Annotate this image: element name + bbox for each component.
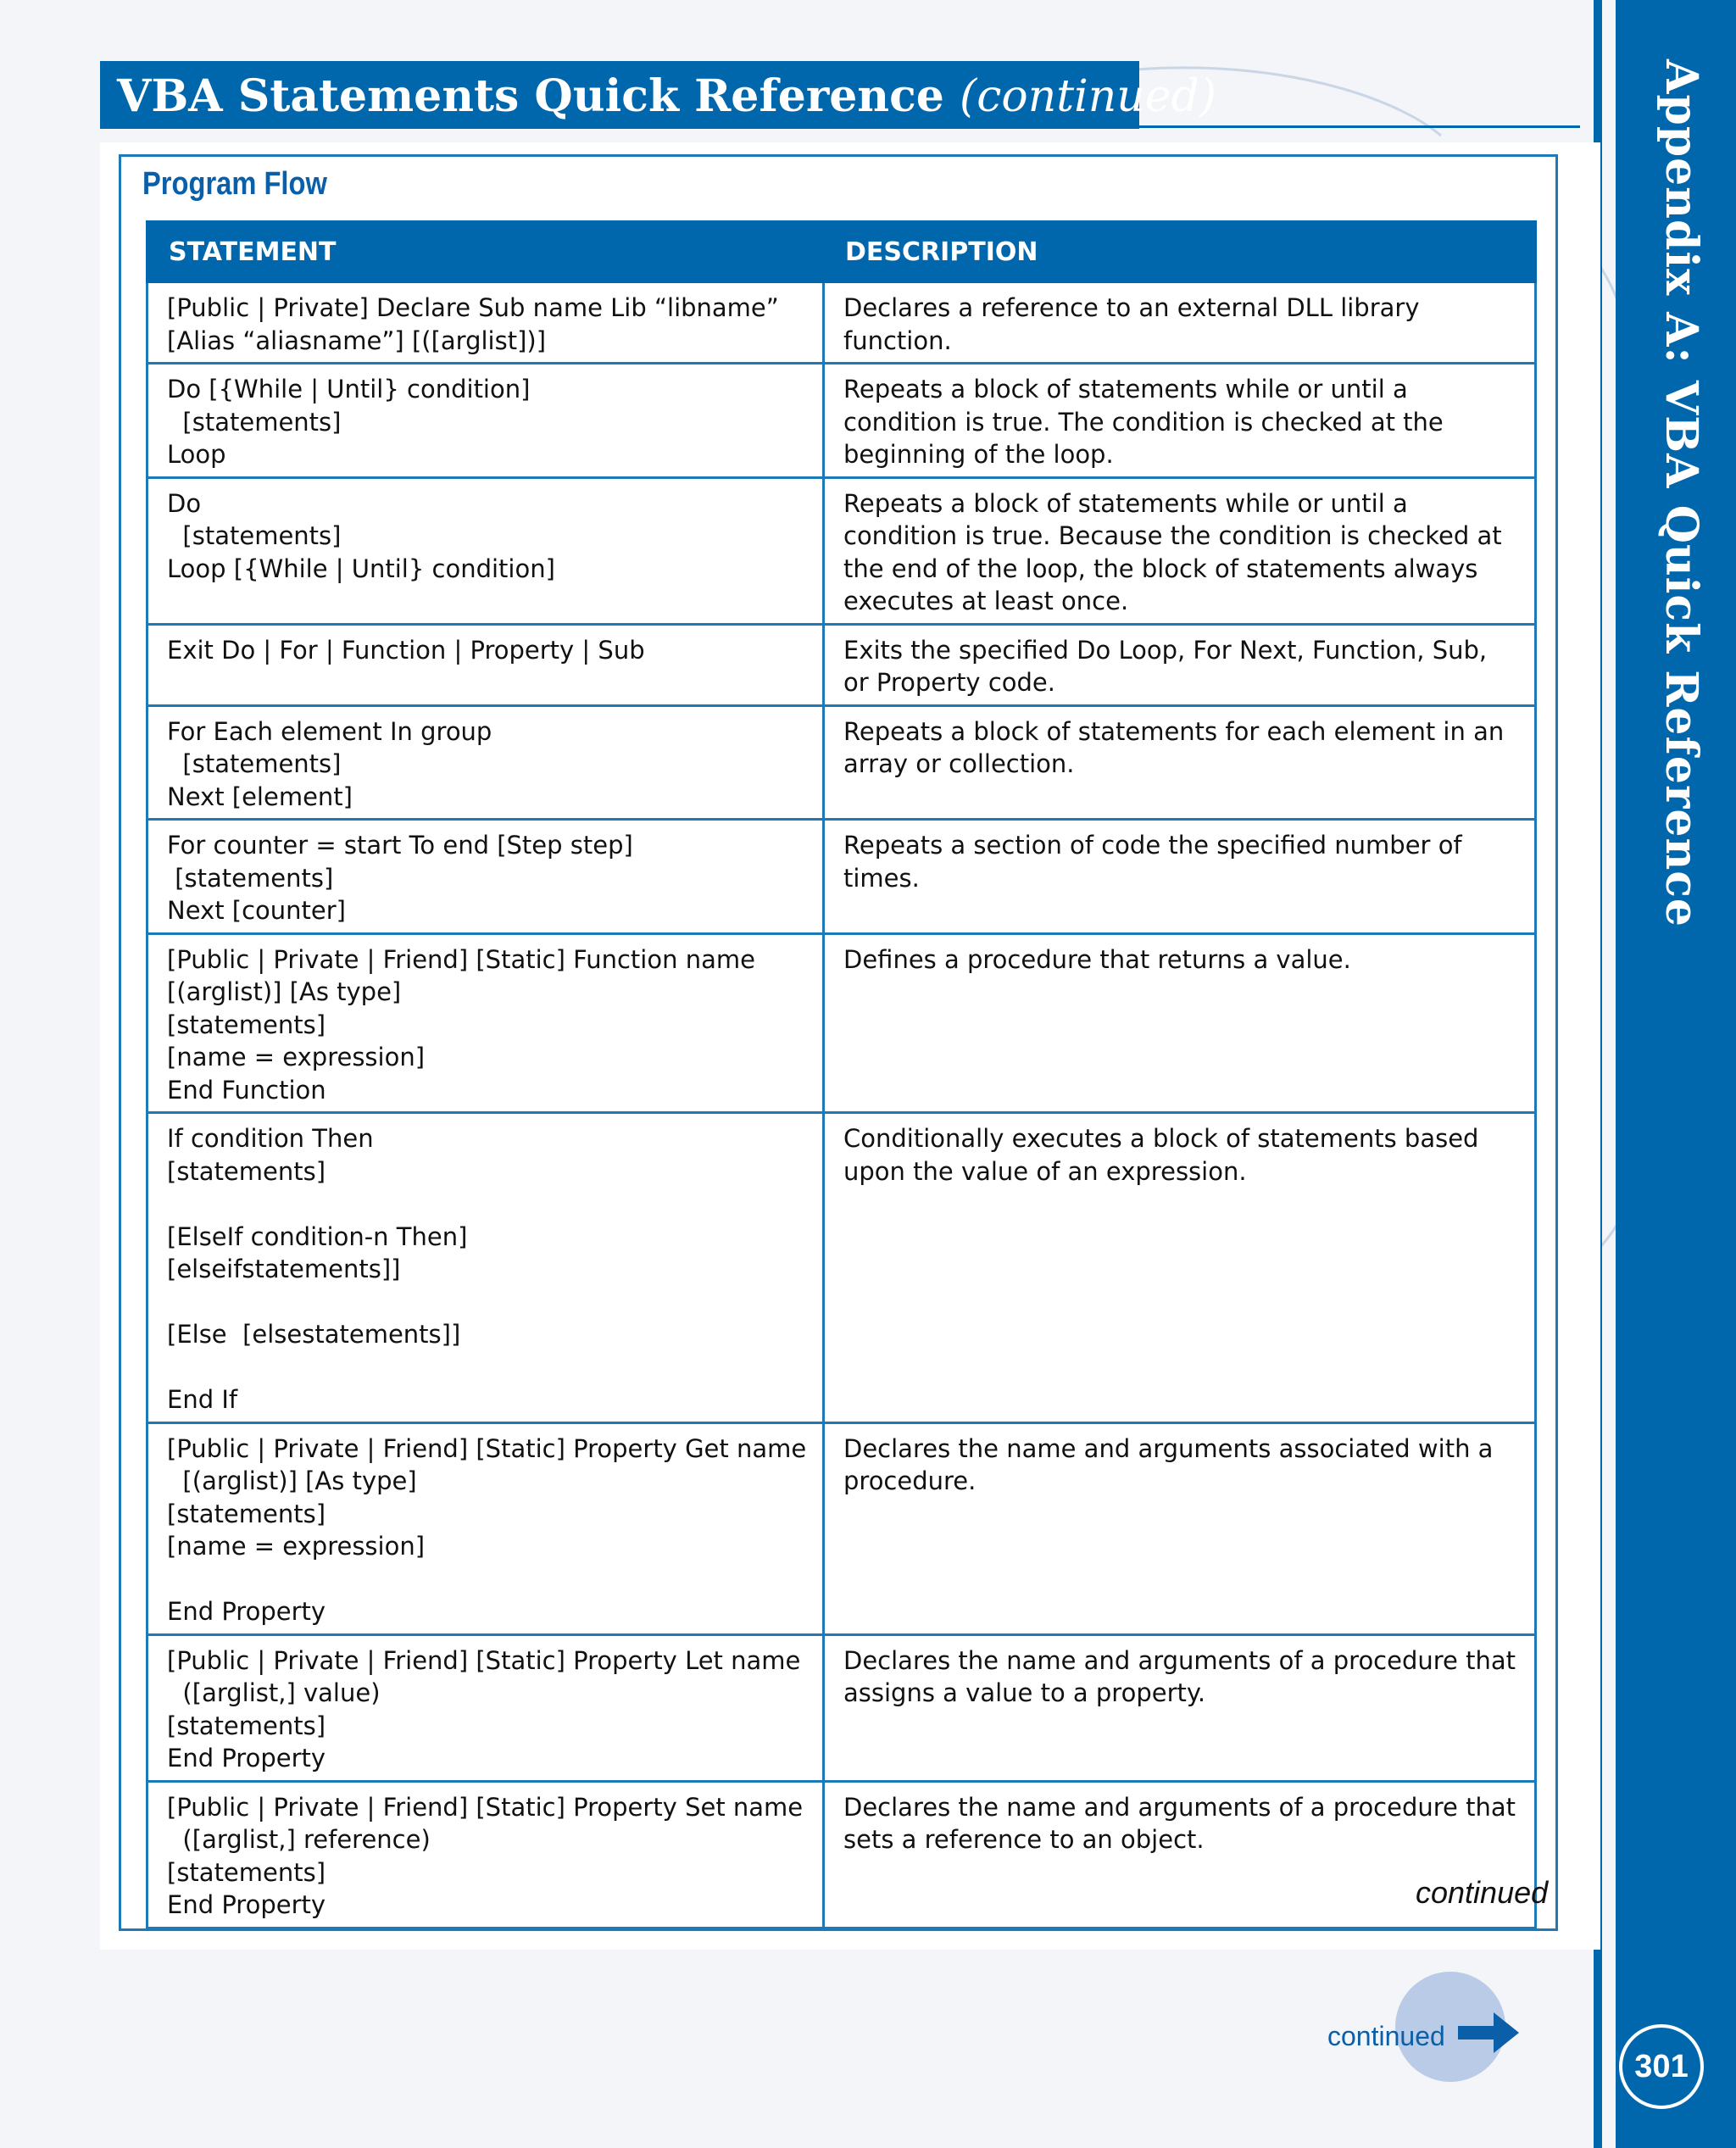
- statement-line: End Property: [167, 1890, 326, 1919]
- arrow-right-icon[interactable]: [1455, 2007, 1522, 2058]
- statement-line: [elseifstatements]]: [167, 1255, 401, 1283]
- statement-line: [name = expression]: [167, 1043, 426, 1071]
- description-text: Declares the name and arguments of a procedure that sets a reference to an object.: [843, 1792, 1516, 1854]
- table-row: [147, 1634, 1536, 1781]
- description-cell: [824, 282, 1536, 364]
- statement-line: [Public | Private | Friend] [Static] Property Set name: [167, 1792, 804, 1822]
- description-text: Declares the name and arguments of a procedure that assigns a value to a property.: [843, 1645, 1516, 1707]
- title-rule: [1139, 125, 1580, 128]
- statement-line: [statements]: [167, 1711, 326, 1740]
- statement-cell: [147, 624, 824, 705]
- statement-line: End If: [167, 1385, 238, 1414]
- table-row: [147, 1422, 1536, 1634]
- table-row: [147, 477, 1536, 624]
- statement-line: [statements]: [167, 1010, 326, 1039]
- table-row: [147, 282, 1536, 364]
- statement-line: [statements]: [167, 521, 342, 550]
- table-header-row: [147, 222, 1536, 282]
- page-title: [117, 63, 1216, 131]
- table-row: [147, 705, 1536, 820]
- statement-line: Loop: [167, 440, 226, 469]
- description-cell: [824, 477, 1536, 624]
- statement-line: [statements]: [167, 1499, 326, 1528]
- description-text: Repeats a block of statements for each element in an array or collection.: [843, 716, 1505, 778]
- statement-line: End Function: [167, 1075, 326, 1105]
- table-row: [147, 933, 1536, 1113]
- reference-table: [146, 220, 1537, 1929]
- statement-line: [statements]: [167, 1857, 326, 1887]
- description-text: Declares a reference to an external DLL library function.: [843, 293, 1420, 355]
- statement-line: [ElseIf condition-n Then]: [167, 1221, 468, 1251]
- statement-line: Exit Do | For | Function | Property | Sub: [167, 635, 645, 665]
- statement-line: [Public | Private] Declare Sub name Lib “libname”: [167, 293, 779, 322]
- description-cell: [824, 364, 1536, 478]
- description-cell: [824, 1634, 1536, 1781]
- section-heading: Program Flow: [142, 166, 327, 202]
- statement-line: Loop [{While | Until} condition]: [167, 554, 555, 583]
- statement-line: ([arglist,] value): [167, 1678, 381, 1707]
- statement-line: [statements]: [167, 1156, 326, 1186]
- description-cell: [824, 820, 1536, 934]
- description-text: Exits the specified Do Loop, For Next, Function, Sub, or Property code.: [843, 635, 1488, 697]
- statement-line: [Public | Private | Friend] [Static] Property Get name: [167, 1433, 807, 1463]
- table-body: [147, 282, 1536, 1928]
- statement-line: [167, 1188, 804, 1221]
- statement-line: [Alias “aliasname”] [([arglist])]: [167, 326, 547, 355]
- table-row: [147, 1781, 1536, 1928]
- continued-link[interactable]: continued: [1327, 2021, 1445, 2051]
- statement-line: [Else [elsestatements]]: [167, 1320, 461, 1349]
- side-tab-title: Appendix A: VBA Quick Reference: [1655, 59, 1707, 928]
- statement-line: [(arglist)] [As type]: [167, 977, 402, 1006]
- statement-line: [Public | Private | Friend] [Static] Property Let name: [167, 1645, 801, 1675]
- statement-line: [167, 1563, 804, 1596]
- continued-note: continued: [1416, 1875, 1549, 1910]
- statement-line: For counter = start To end [Step step]: [167, 831, 633, 860]
- statement-line: [167, 1286, 804, 1319]
- statement-cell: [147, 1781, 824, 1928]
- statement-cell: [147, 705, 824, 820]
- statement-line: [167, 1351, 804, 1384]
- description-cell: [824, 705, 1536, 820]
- description-text: Repeats a block of statements while or until a condition is true. Because the condition is checked at the end of the loop, the block of statements always executes at least once.: [843, 488, 1502, 615]
- description-text: Declares the name and arguments associated with a procedure.: [843, 1433, 1494, 1495]
- statement-line: End Property: [167, 1744, 326, 1772]
- statement-line: [statements]: [167, 749, 342, 778]
- statement-cell: [147, 477, 824, 624]
- column-header-statement: STATEMENT: [147, 222, 824, 282]
- description-cell: [824, 1113, 1536, 1423]
- statement-cell: [147, 282, 824, 364]
- page-title-main: VBA Statements Quick Reference: [117, 70, 944, 122]
- description-cell: [824, 1422, 1536, 1634]
- table-row: [147, 624, 1536, 705]
- statement-line: [statements]: [167, 863, 334, 893]
- statement-line: Next [element]: [167, 782, 353, 811]
- statement-line: ([arglist,] reference): [167, 1825, 431, 1854]
- statement-line: For Each element In group: [167, 716, 492, 746]
- statement-cell: [147, 933, 824, 1113]
- statement-line: Do: [167, 488, 202, 518]
- statement-line: End Property: [167, 1597, 326, 1626]
- statement-line: If condition Then: [167, 1124, 374, 1153]
- page-title-suffix: (continued): [959, 71, 1217, 122]
- statement-cell: [147, 1113, 824, 1423]
- table-row: [147, 1113, 1536, 1423]
- table-row: [147, 820, 1536, 934]
- description-cell: [824, 624, 1536, 705]
- statement-cell: [147, 820, 824, 934]
- statement-cell: [147, 1422, 824, 1634]
- statement-line: [statements]: [167, 407, 342, 437]
- statement-line: Next [counter]: [167, 896, 346, 925]
- description-text: Conditionally executes a block of statements based upon the value of an expression.: [843, 1124, 1479, 1186]
- statement-line: [name = expression]: [167, 1532, 426, 1561]
- statement-line: [(arglist)] [As type]: [167, 1466, 417, 1495]
- statement-line: [Public | Private | Friend] [Static] Function name: [167, 944, 755, 974]
- statement-cell: [147, 1634, 824, 1781]
- page-number: 301: [1619, 2024, 1704, 2109]
- description-text: Repeats a block of statements while or until a condition is true. The condition is checked at the beginning of the loop.: [843, 375, 1444, 469]
- table-row: [147, 364, 1536, 478]
- description-text: Repeats a section of code the specified number of times.: [843, 831, 1462, 893]
- description-text: Defines a procedure that returns a value.: [843, 944, 1351, 974]
- description-cell: [824, 933, 1536, 1113]
- column-header-description: DESCRIPTION: [824, 222, 1536, 282]
- statement-line: Do [{While | Until} condition]: [167, 375, 531, 403]
- statement-cell: [147, 364, 824, 478]
